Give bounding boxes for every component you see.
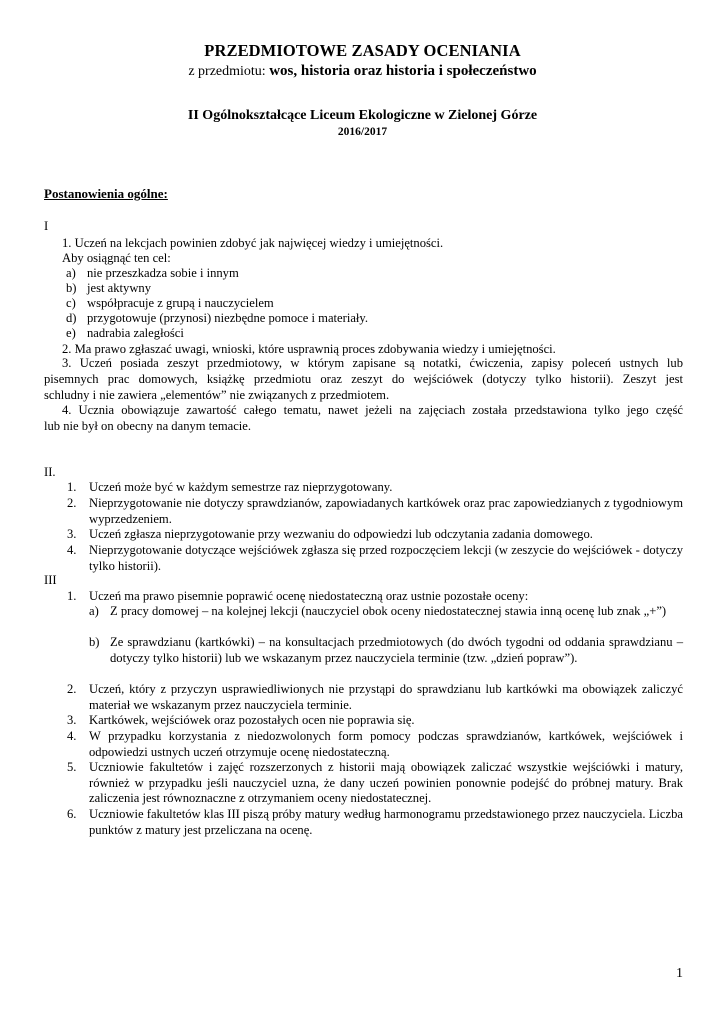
aim-text: przygotowuje (przynosi) niezbędne pomoce i materiały. [87, 311, 369, 325]
list-item: Uczeń, który z przyczyn usprawiedliwionych nie przystąpi do sprawdzianu lub kartkówki ma obowiązek zaliczyć materiał we wskazanym przez nauczyciela terminie. [89, 682, 683, 712]
aim-text: nie przeszkadza sobie i innym [87, 266, 239, 280]
sub-item-letter: a) [89, 604, 99, 618]
list-item: Nieprzygotowanie nie dotyczy sprawdzianów, zapowiadanych kartkówek oraz prac zapowiedzianych z tygodniowym wyprzedzeniem. [89, 496, 683, 526]
section-3-numeral: III [44, 573, 57, 587]
list-number: 1. [67, 480, 77, 494]
list-number: 5. [67, 760, 77, 774]
list-number: 3. [67, 527, 77, 541]
subtitle-prefix: z przedmiotu: [188, 64, 266, 79]
aim-letter: e) [66, 326, 76, 340]
list-item: Uczniowie fakultetów klas III piszą próby matury według harmonogramu przedstawionego przez nauczyciela. Liczba punktów z matury jest przeliczana na ocenę. [89, 807, 683, 837]
aim-text: jest aktywny [87, 281, 152, 295]
sub-item: Ze sprawdzianu (kartkówki) – na konsultacjach przedmiotowych (do dwóch tygodni od oddania sprawdzianu – dotyczy tylko historii) lub we wskazanym przez nauczyciela terminie (tzw. „dzień popraw”). [110, 635, 683, 665]
subtitle-subjects: wos, historia oraz historia i społeczeństwo [269, 63, 537, 79]
section-1-item-4-line: lub nie był on obecny na danym temacie. [44, 419, 252, 433]
list-item: W przypadku korzystania z niedozwolonych form pomocy podczas sprawdzianów, kartkówek, wejściówek i odpowiedzi ustnych uczeń otrzymuje ocenę niedostateczną. [89, 729, 683, 759]
aim-letter: d) [66, 311, 77, 325]
section-1-numeral: I [44, 219, 49, 233]
list-item: Kartkówek, wejściówek oraz pozostałych ocen nie poprawia się. [89, 713, 415, 727]
list-item: Uczniowie fakultetów i zajęć rozszerzonych z historii mają obowiązek zaliczać wszystkie wejściówki i matury, również w przypadku jeśli nauczyciel uzna, że dany uczeń powinien ponownie podejść do próbnej matury. Brak zaliczenia jest równoznaczne z otrzymaniem oceny niedostatecznej. [89, 760, 683, 806]
section-1-item-3-line: 3. Uczeń posiada zeszyt przedmiotowy, w którym zapisane są notatki, ćwiczenia, zapisy poleceń ustnych lub [62, 356, 683, 370]
aim-letter: b) [66, 281, 77, 295]
page-number: 1 [676, 966, 683, 981]
list-number: 2. [67, 496, 77, 510]
list-number: 3. [67, 713, 77, 727]
sub-item-letter: b) [89, 635, 100, 649]
list-number: 2. [67, 682, 77, 696]
list-number: 1. [67, 589, 77, 603]
section-1-aims-intro: Aby osiągnąć ten cel: [62, 251, 171, 265]
sub-item: Z pracy domowej – na kolejnej lekcji (nauczyciel obok oceny niedostatecznej stawia inną ocenę lub znak „+”) [110, 604, 667, 618]
list-item: Uczeń zgłasza nieprzygotowanie przy wezwaniu do odpowiedzi lub odczytania zadania domowego. [89, 527, 593, 541]
document-subtitle [0, 63, 725, 80]
list-item: Nieprzygotowanie dotyczące wejściówek zgłasza się przed rozpoczęciem lekcji (w zeszycie do wejściówek - dotyczy tylko historii). [89, 543, 683, 573]
list-number: 4. [67, 543, 77, 557]
list-number: 6. [67, 807, 77, 821]
section-1-item-3-line: schludny i nie zawiera „elementów” nie związanych z przedmiotem. [44, 388, 390, 402]
list-item: Uczeń ma prawo pisemnie poprawić ocenę niedostateczną oraz ustnie pozostałe oceny: [89, 589, 529, 603]
list-item: Uczeń może być w każdym semestrze raz nieprzygotowany. [89, 480, 393, 494]
aim-text: współpracuje z grupą i nauczycielem [87, 296, 274, 310]
section-heading: Postanowienia ogólne: [44, 186, 168, 201]
document-title: PRZEDMIOTOWE ZASADY OCENIANIA [204, 41, 521, 60]
section-1-item-2: 2. Ma prawo zgłaszać uwagi, wnioski, które usprawnią proces zdobywania wiedzy i umiejętności. [62, 342, 556, 356]
section-1-item-3-line: pisemnych prac domowych, książkę przedmiotu oraz zeszyt do wejściówek (dotyczy tylko historii). Zeszyt jest [44, 372, 683, 386]
aim-text: nadrabia zaległości [87, 326, 184, 340]
school-year: 2016/2017 [337, 126, 388, 138]
section-1-item-1: 1. Uczeń na lekcjach powinien zdobyć jak najwięcej wiedzy i umiejętności. [62, 236, 444, 250]
section-2-numeral: II. [44, 465, 56, 479]
aim-letter: a) [66, 266, 76, 280]
school-name: II Ogólnokształcące Liceum Ekologiczne w Zielonej Górze [187, 108, 538, 123]
aim-letter: c) [66, 296, 76, 310]
list-number: 4. [67, 729, 77, 743]
section-1-item-4-line: 4. Ucznia obowiązuje zawartość całego tematu, nawet jeżeli na zajęciach została przedstawiona tylko jego część [62, 403, 683, 417]
